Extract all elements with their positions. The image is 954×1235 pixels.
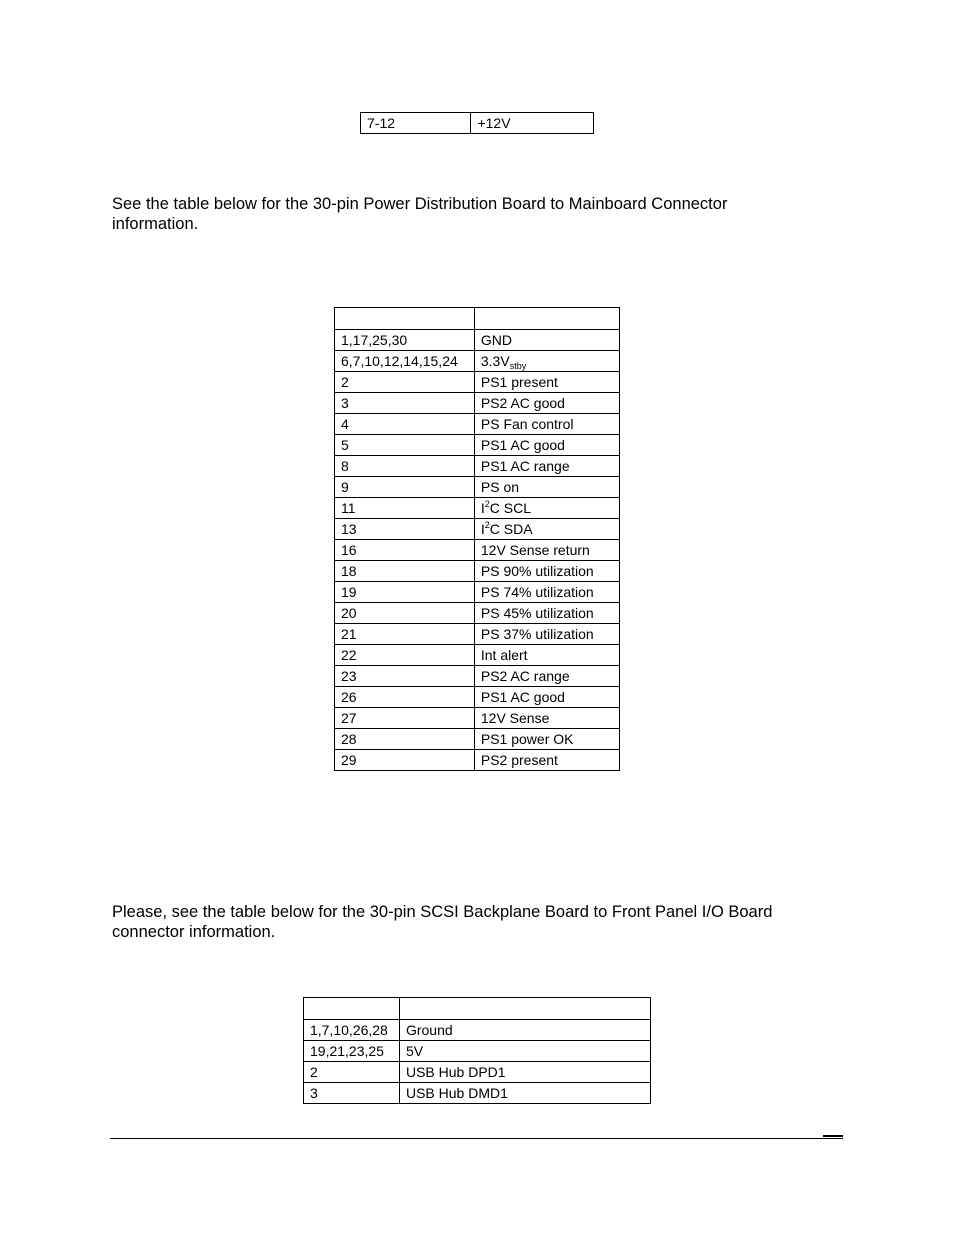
pin-cell: 8	[335, 456, 475, 477]
signal-subscript: stby	[509, 361, 527, 371]
header-signal	[474, 308, 619, 330]
table-row	[335, 582, 620, 603]
pin-cell: 7-12	[361, 113, 471, 134]
table-row	[335, 708, 620, 729]
signal-superscript: 2	[484, 499, 490, 509]
pin-cell: 3	[304, 1083, 400, 1104]
pin-cell: 22	[335, 645, 475, 666]
signal-cell: +12V	[471, 113, 594, 134]
table-row	[335, 477, 620, 498]
paragraph-power-distribution: See the table below for the 30-pin Power Distribution Board to Mainboard Connector information.	[112, 195, 728, 233]
table-row	[335, 351, 620, 372]
table-row	[335, 393, 620, 414]
header-pin	[304, 998, 400, 1020]
signal-cell: USB Hub DMD1	[399, 1083, 650, 1104]
table-row	[335, 330, 620, 351]
signal-cell	[474, 519, 619, 540]
table-row	[335, 624, 620, 645]
table-row	[335, 561, 620, 582]
signal-cell: Ground	[399, 1020, 650, 1041]
power-distribution-pin-table	[334, 307, 620, 771]
signal-cell: USB Hub DPD1	[399, 1062, 650, 1083]
table-row	[361, 113, 594, 134]
signal-cell: PS1 power OK	[474, 729, 619, 750]
signal-cell: PS2 present	[474, 750, 619, 771]
header-signal	[399, 998, 650, 1020]
signal-cell: GND	[474, 330, 619, 351]
paragraph-scsi-backplane: Please, see the table below for the 30-pin SCSI Backplane Board to Front Panel I/O Board connector information.	[112, 903, 773, 941]
signal-cell	[474, 498, 619, 519]
table-row	[335, 456, 620, 477]
signal-cell: PS1 present	[474, 372, 619, 393]
signal-cell: Int alert	[474, 645, 619, 666]
table-row	[335, 666, 620, 687]
footer-mark	[823, 1135, 843, 1137]
pin-cell: 13	[335, 519, 475, 540]
signal-cell: PS 74% utilization	[474, 582, 619, 603]
pin-table-continued	[360, 112, 594, 134]
pin-cell: 4	[335, 414, 475, 435]
signal-superscript: 2	[484, 520, 490, 530]
pin-cell: 1,17,25,30	[335, 330, 475, 351]
signal-prefix: I	[480, 521, 485, 537]
table-row	[335, 750, 620, 771]
signal-cell: PS1 AC good	[474, 687, 619, 708]
header-pin	[335, 308, 475, 330]
table-row	[335, 498, 620, 519]
table-row	[304, 1062, 651, 1083]
pin-cell: 2	[304, 1062, 400, 1083]
signal-cell: PS 90% utilization	[474, 561, 619, 582]
pin-cell: 26	[335, 687, 475, 708]
pin-cell: 6,7,10,12,14,15,24	[335, 351, 475, 372]
signal-cell: PS2 AC range	[474, 666, 619, 687]
pin-cell: 19	[335, 582, 475, 603]
signal-cell: PS 45% utilization	[474, 603, 619, 624]
pin-cell: 1,7,10,26,28	[304, 1020, 400, 1041]
pin-cell: 23	[335, 666, 475, 687]
pin-cell: 19,21,23,25	[304, 1041, 400, 1062]
signal-cell: 12V Sense	[474, 708, 619, 729]
table-row	[335, 372, 620, 393]
signal-suffix: C SCL	[489, 500, 532, 516]
signal-cell: PS2 AC good	[474, 393, 619, 414]
pin-cell: 2	[335, 372, 475, 393]
scsi-backplane-pin-table	[303, 997, 651, 1104]
pin-cell: 27	[335, 708, 475, 729]
pin-cell: 18	[335, 561, 475, 582]
signal-prefix: I	[480, 500, 485, 516]
pin-cell: 28	[335, 729, 475, 750]
table-row	[335, 540, 620, 561]
pin-cell: 3	[335, 393, 475, 414]
table-header-row	[304, 998, 651, 1020]
signal-cell: PS1 AC good	[474, 435, 619, 456]
table-row	[335, 519, 620, 540]
signal-cell	[474, 351, 619, 372]
footer-divider	[110, 1138, 843, 1139]
signal-cell: 12V Sense return	[474, 540, 619, 561]
signal-suffix: C SDA	[489, 521, 533, 537]
table-row	[335, 687, 620, 708]
table-row	[335, 729, 620, 750]
signal-main: 3.3V	[480, 353, 510, 369]
table-row	[335, 414, 620, 435]
pin-cell: 29	[335, 750, 475, 771]
signal-cell: PS Fan control	[474, 414, 619, 435]
table-row	[335, 603, 620, 624]
table-row	[335, 645, 620, 666]
pin-cell: 16	[335, 540, 475, 561]
signal-cell: PS 37% utilization	[474, 624, 619, 645]
signal-cell: PS1 AC range	[474, 456, 619, 477]
signal-cell: 5V	[399, 1041, 650, 1062]
table-row	[304, 1041, 651, 1062]
pin-cell: 21	[335, 624, 475, 645]
pin-cell: 20	[335, 603, 475, 624]
pin-cell: 11	[335, 498, 475, 519]
signal-cell: PS on	[474, 477, 619, 498]
table-header-row	[335, 308, 620, 330]
table-row	[304, 1020, 651, 1041]
table-row	[304, 1083, 651, 1104]
pin-cell: 9	[335, 477, 475, 498]
table-row	[335, 435, 620, 456]
pin-cell: 5	[335, 435, 475, 456]
